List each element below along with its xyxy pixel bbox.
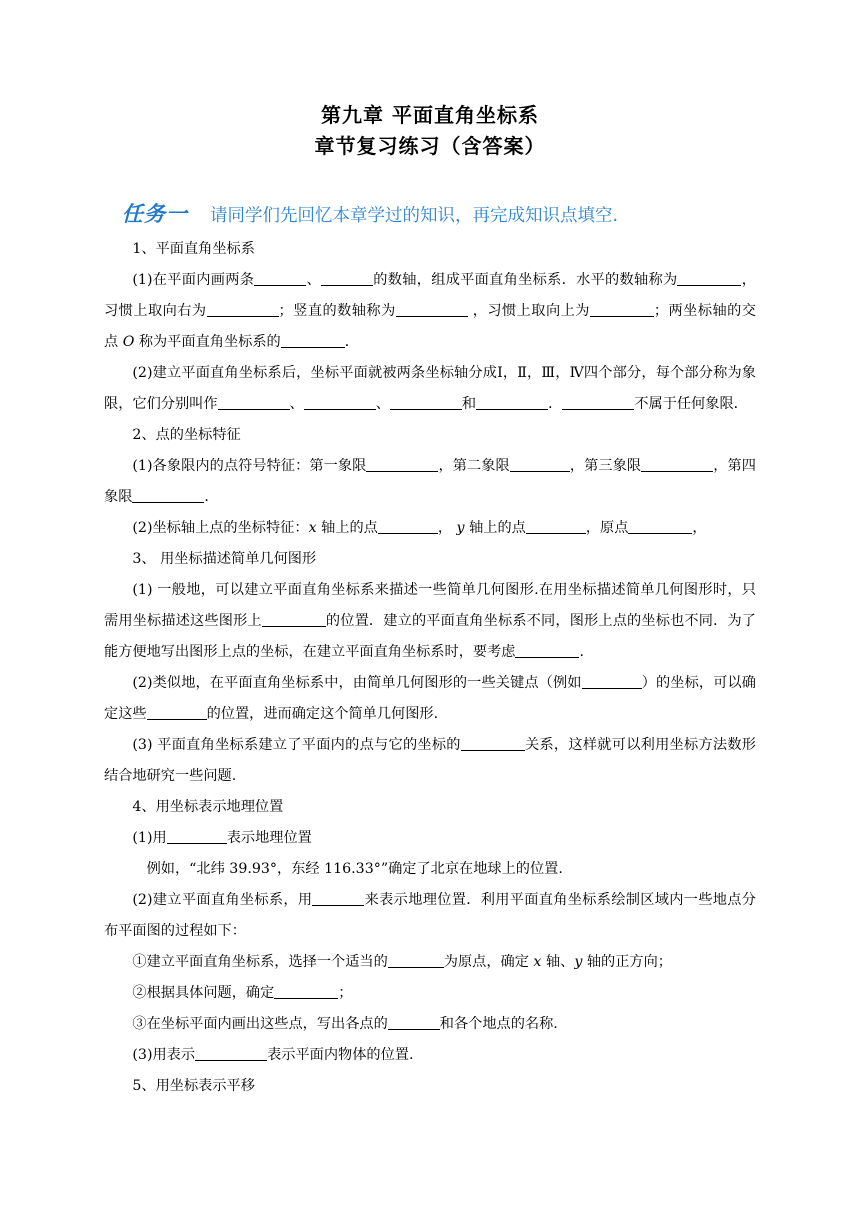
blank[interactable] — [677, 270, 741, 286]
blank[interactable] — [510, 456, 570, 472]
section-1-paragraph-1: (1)在平面内画两条 、 的数轴，组成平面直角坐标系．水平的数轴称为 ，习惯上取向右为 ；竖直的数轴称为 ，习惯上取向上为 ；两坐标轴的交点 O 称为平面直角坐标系的 ． — [104, 272, 756, 350]
blank[interactable] — [562, 394, 634, 410]
blank[interactable] — [312, 890, 364, 906]
blank[interactable] — [304, 394, 376, 410]
blank[interactable] — [167, 828, 227, 844]
blank[interactable] — [195, 1045, 267, 1061]
blank[interactable] — [388, 1014, 440, 1030]
blank[interactable] — [461, 735, 525, 751]
blank[interactable] — [390, 394, 462, 410]
section-3-heading: 3、 用坐标描述简单几何图形 — [132, 551, 317, 567]
blank[interactable] — [132, 487, 204, 503]
section-1-paragraph-2: (2)建立平面直角坐标系后，坐标平面就被两条坐标轴分成Ⅰ，Ⅱ，Ⅲ，Ⅳ四个部分，每个部分称为象限，它们分别叫作 、 、 和 ． 不属于任何象限． — [104, 365, 756, 412]
section-4-example: 例如，“北纬 39.93°，东经 116.33°”确定了北京在地球上的位置. — [146, 861, 563, 877]
section-1-heading: 1、平面直角坐标系 — [132, 241, 255, 257]
task-header — [122, 198, 756, 228]
section-2-paragraph-2: (2)坐标轴上点的坐标特征：x 轴上的点 ， y 轴上的点 ，原点 ， — [132, 520, 707, 536]
section-4-step-3: ③在坐标平面内画出这些点，写出各点的 和各个地点的名称. — [132, 1016, 558, 1032]
section-3-paragraph-3: (3) 平面直角坐标系建立了平面内的点与它的坐标的 关系，这样就可以利用坐标方法数形结合地研究一些问题. — [104, 737, 756, 784]
section-5-heading: 5、用坐标表示平移 — [132, 1078, 255, 1094]
blank[interactable] — [218, 394, 290, 410]
section-2-heading: 2、点的坐标特征 — [132, 427, 241, 443]
chapter-subtitle: 章节复习练习（含答案） — [314, 134, 546, 158]
blank[interactable] — [366, 456, 438, 472]
document-page — [104, 100, 756, 1102]
blank[interactable] — [321, 270, 373, 286]
section-4-step-1: ①建立平面直角坐标系，选择一个适当的 为原点，确定 x 轴、y 轴的正方向； — [132, 954, 672, 970]
blank[interactable] — [641, 456, 713, 472]
blank[interactable] — [281, 332, 345, 348]
blank[interactable] — [262, 611, 326, 627]
section-3-paragraph-1: (1) 一般地，可以建立平面直角坐标系来描述一些简单几何图形.在用坐标描述简单几何图形时，只需用坐标描述这些图形上 的位置．建立的平面直角坐标系不同，图形上点的坐标也不同．为了能方便地写出图形上点的坐标，在建立平面直角坐标系时，要考虑 . — [104, 582, 756, 660]
blank[interactable] — [147, 704, 207, 720]
section-4-step-2: ②根据具体问题，确定 ； — [132, 985, 353, 1001]
blank[interactable] — [628, 518, 692, 534]
blank[interactable] — [378, 518, 438, 534]
task-badge: 任务一 — [122, 202, 188, 226]
section-4-paragraph-1: (1)用 表示地理位置 — [132, 830, 312, 846]
blank[interactable] — [274, 983, 338, 999]
task-instruction: 请同学们先回忆本章学过的知识，再完成知识点填空. — [210, 206, 619, 226]
chapter-title: 第九章 平面直角坐标系 — [321, 103, 539, 127]
blank[interactable] — [207, 301, 279, 317]
section-4-paragraph-2: (2)建立平面直角坐标系，用 来表示地理位置．利用平面直角坐标系绘制区域内一些地点分布平面图的过程如下： — [104, 892, 756, 939]
document-body — [104, 234, 756, 1102]
blank[interactable] — [582, 673, 642, 689]
section-4-heading: 4、用坐标表示地理位置 — [132, 799, 284, 815]
blank[interactable] — [388, 952, 444, 968]
section-2-paragraph-1: (1)各象限内的点符号特征：第一象限 ，第二象限 ，第三象限 ，第四象限 . — [104, 458, 756, 505]
blank[interactable] — [526, 518, 586, 534]
blank[interactable] — [396, 301, 468, 317]
blank[interactable] — [515, 642, 579, 658]
blank[interactable] — [590, 301, 654, 317]
section-3-paragraph-2: (2)类似地，在平面直角坐标系中，由简单几何图形的一些关键点（例如 ）的坐标，可以确定这些 的位置，进而确定这个简单几何图形. — [104, 675, 756, 722]
blank[interactable] — [476, 394, 548, 410]
blank[interactable] — [254, 270, 306, 286]
section-4-paragraph-3: (3)用表示 表示平面内物体的位置. — [132, 1047, 414, 1063]
